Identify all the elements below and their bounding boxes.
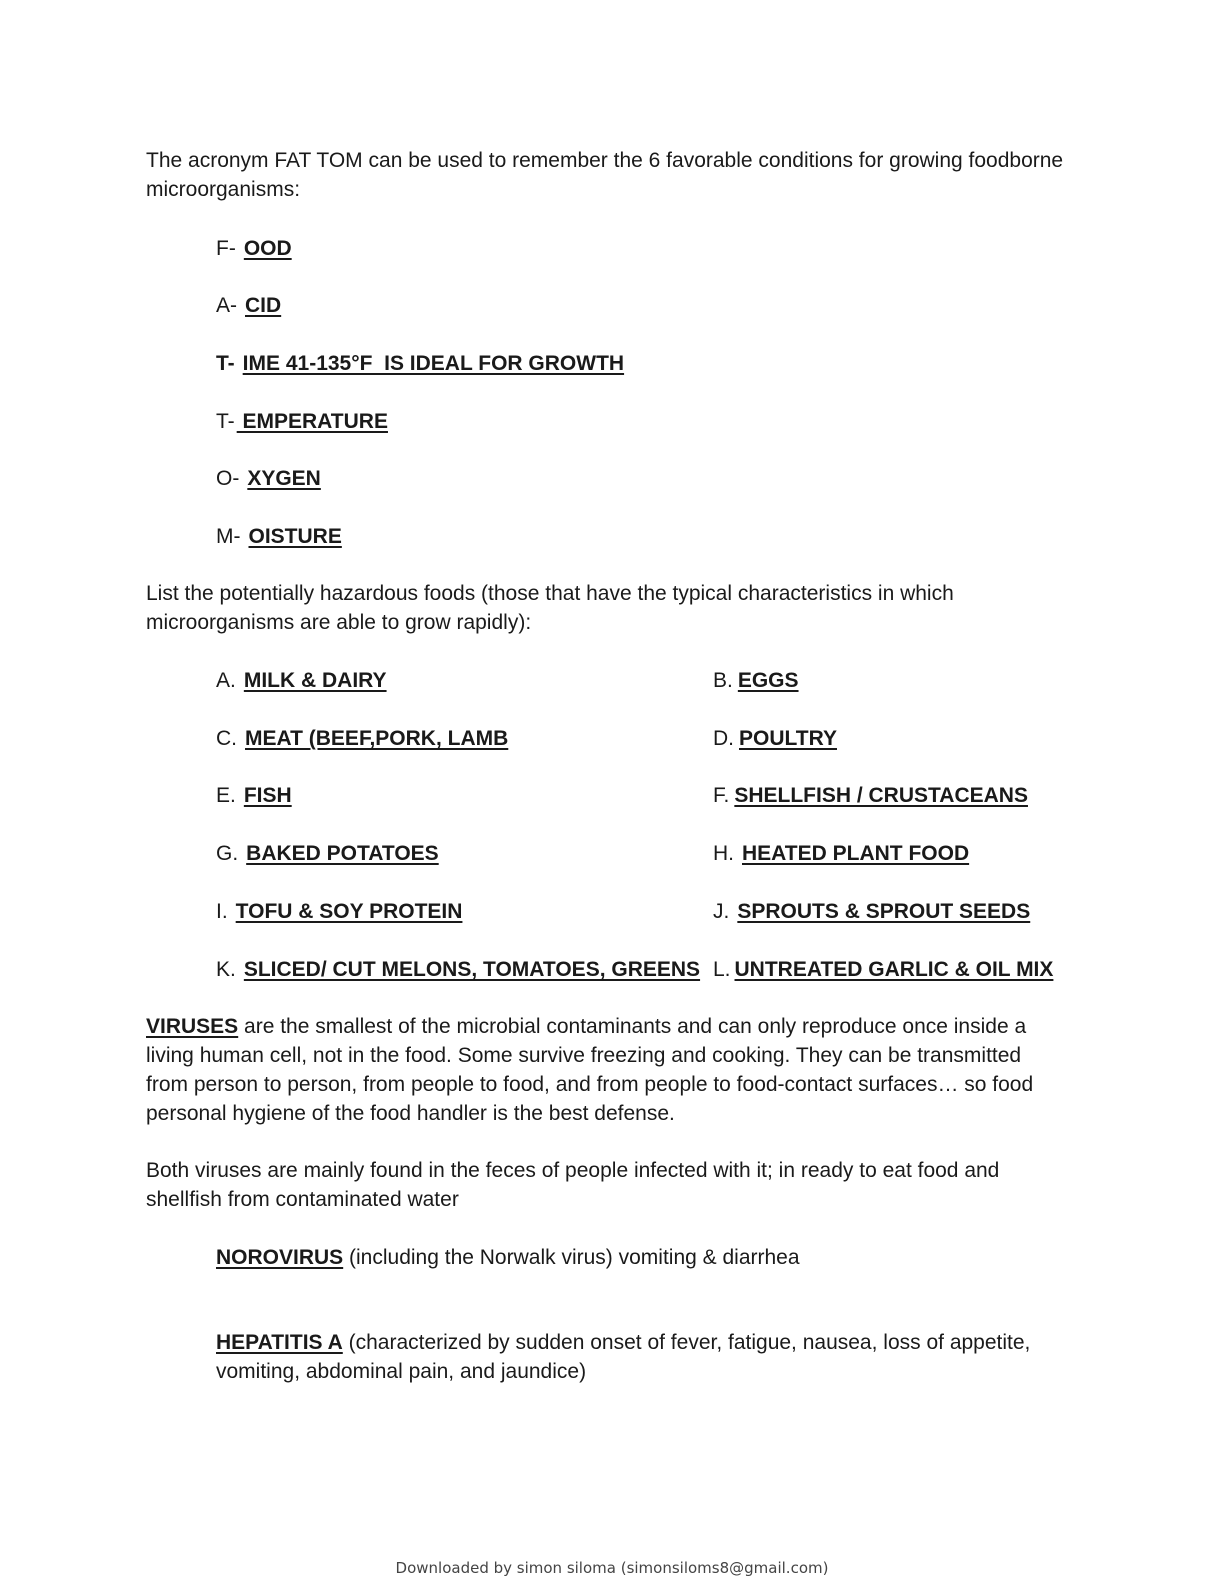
food-item-j — [713, 897, 1030, 926]
food-item-l — [713, 955, 1053, 984]
fattom-value: OOD — [243, 237, 292, 260]
food-value: SLICED/ CUT MELONS, TOMATOES, GREENS — [243, 958, 701, 981]
food-prefix: B. — [713, 669, 733, 692]
food-prefix: A. — [216, 669, 236, 692]
food-value: POULTRY — [739, 727, 837, 750]
fattom-value: CID — [245, 294, 282, 317]
fattom-item-t-time — [216, 349, 624, 378]
food-item-c — [216, 724, 508, 753]
download-footer: Downloaded by simon siloma (simonsiloms8@gmail.com) — [395, 1559, 829, 1577]
fattom-value: IME 41-135°F IS IDEAL FOR GROWTH — [242, 352, 625, 375]
fattom-intro: The acronym FAT TOM can be used to remember the 6 favorable conditions for growing foodborne microorganisms: — [146, 149, 1064, 201]
fattom-item-t-temperature — [216, 407, 388, 436]
fattom-item-a — [216, 291, 281, 320]
food-item-f — [713, 781, 1028, 810]
food-prefix: F. — [713, 784, 730, 807]
fattom-item-f — [216, 234, 292, 263]
food-prefix: J. — [713, 900, 730, 923]
fattom-prefix: A- — [216, 294, 237, 317]
viruses-term: VIRUSES — [146, 1015, 239, 1038]
hepatitis-paragraph — [216, 1328, 1066, 1386]
fattom-prefix: T- — [216, 352, 235, 375]
fattom-prefix: M- — [216, 525, 241, 548]
food-item-i — [216, 897, 462, 926]
norovirus-line — [216, 1243, 800, 1272]
fattom-value: XYGEN — [247, 467, 321, 490]
norovirus-text: (including the Norwalk virus) vomiting & diarrhea — [343, 1246, 800, 1269]
fattom-item-m — [216, 522, 342, 551]
food-item-k — [216, 955, 700, 984]
fattom-value: OISTURE — [248, 525, 342, 548]
food-value: HEATED PLANT FOOD — [742, 842, 970, 865]
food-prefix: E. — [216, 784, 236, 807]
viruses-text: are the smallest of the microbial contaminants and can only reproduce once inside a living human cell, not in the food. Some survive freezing and cooking. They can be transmitted from person to person, from people to food, and from people to food-contact surfaces… so food personal hygiene of the food handler is the best defense. — [146, 1015, 1034, 1125]
fattom-prefix: T- — [216, 410, 235, 433]
norovirus-term: NOROVIRUS — [216, 1246, 344, 1269]
fattom-item-o — [216, 464, 321, 493]
fattom-value: EMPERATURE — [236, 410, 388, 433]
food-prefix: I. — [216, 900, 228, 923]
fattom-prefix: O- — [216, 467, 240, 490]
food-value: SPROUTS & SPROUT SEEDS — [737, 900, 1031, 923]
food-item-b — [713, 666, 799, 695]
food-value: MEAT (BEEF,PORK, LAMB — [245, 727, 509, 750]
food-value: EGGS — [737, 669, 799, 692]
food-prefix: G. — [216, 842, 239, 865]
food-value: TOFU & SOY PROTEIN — [235, 900, 463, 923]
food-item-d — [713, 724, 837, 753]
food-value: FISH — [243, 784, 292, 807]
food-item-h — [713, 839, 969, 868]
food-prefix: C. — [216, 727, 237, 750]
food-item-a — [216, 666, 387, 695]
food-prefix: D. — [713, 727, 734, 750]
both-viruses-paragraph: Both viruses are mainly found in the feces of people infected with it; in ready to eat food and shellfish from contaminated water — [146, 1159, 1000, 1211]
food-prefix: K. — [216, 958, 236, 981]
viruses-paragraph — [146, 1012, 1066, 1128]
food-prefix: H. — [713, 842, 734, 865]
food-value: SHELLFISH / CRUSTACEANS — [734, 784, 1028, 807]
hepatitis-text: (characterized by sudden onset of fever, fatigue, nausea, loss of appetite, vomiting, abdominal pain, and jaundice) — [216, 1331, 1031, 1383]
food-value: BAKED POTATOES — [246, 842, 439, 865]
food-item-e — [216, 781, 292, 810]
hepatitis-term: HEPATITIS A — [216, 1331, 343, 1354]
food-value: UNTREATED GARLIC & OIL MIX — [734, 958, 1054, 981]
foods-intro: List the potentially hazardous foods (those that have the typical characteristics in which microorganisms are able to grow rapidly): — [146, 582, 954, 634]
food-value: MILK & DAIRY — [243, 669, 387, 692]
fattom-prefix: F- — [216, 237, 236, 260]
food-prefix: L. — [713, 958, 731, 981]
food-item-g — [216, 839, 439, 868]
